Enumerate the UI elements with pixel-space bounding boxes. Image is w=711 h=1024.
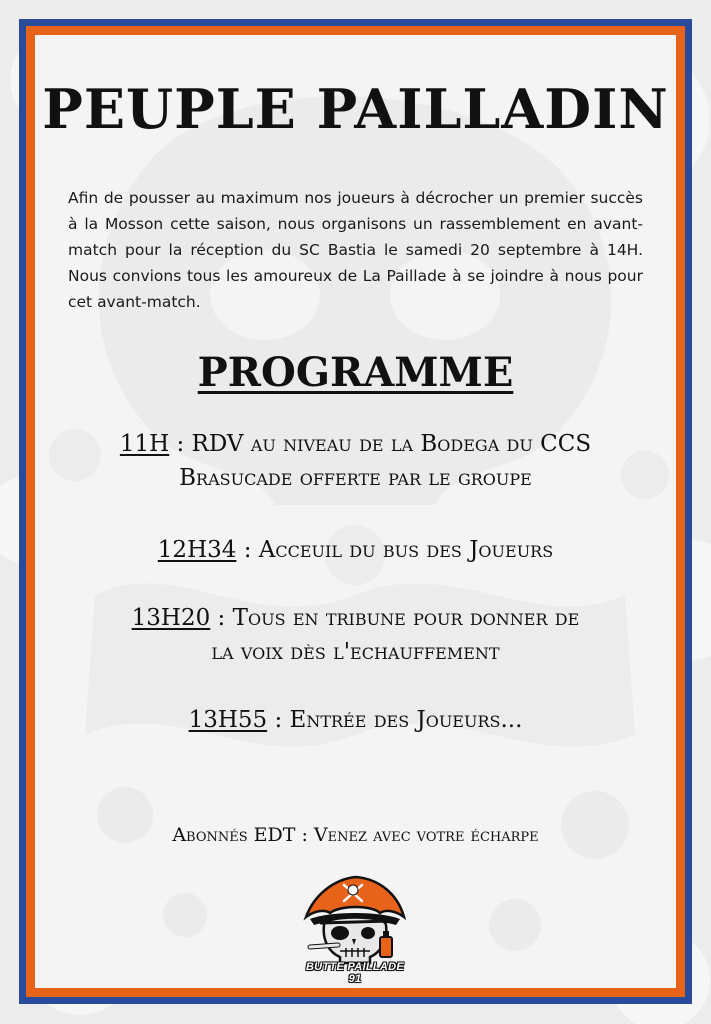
poster-title: PEUPLE PAILLADIN — [42, 77, 669, 141]
poster-panel — [35, 35, 676, 988]
schedule-text-line2: Brasucade offerte par le groupe — [179, 465, 532, 491]
schedule-text: : Tous en tribune pour donner de — [210, 605, 580, 631]
group-logo — [300, 871, 410, 983]
schedule-time: 13H55 — [188, 707, 268, 733]
schedule-item-4 — [45, 703, 666, 737]
programme-heading — [35, 347, 676, 399]
schedule-item-1 — [45, 427, 666, 495]
schedule-item-2 — [45, 533, 666, 567]
schedule-time: 13H20 — [131, 605, 211, 631]
pirate-skull-icon — [300, 871, 410, 967]
poster-content — [35, 35, 676, 988]
schedule-text: : Entrée des Joueurs... — [267, 707, 523, 733]
logo-caption: BUTTE PAILLADE 91 — [305, 961, 405, 985]
footer-note: Abonnés EDT : Venez avec votre écharpe — [172, 824, 539, 846]
schedule-time: 11H — [119, 431, 170, 457]
schedule-text: : RDV au niveau de la Bodega du CCS — [169, 431, 592, 457]
schedule-text-line2: la voix dès l'echauffement — [211, 639, 500, 665]
schedule-item-3 — [45, 601, 666, 669]
schedule-text: : Acceuil du bus des Joueurs — [236, 537, 554, 563]
programme-heading-text: PROGRAMME — [197, 349, 514, 396]
intro-paragraph: Afin de pousser au maximum nos joueurs à décrocher un premier succès à la Mosson cette saison, nous organisons un rassemblement en avant-match pour la réception du SC Bastia le samedi 20 septembre à 14H. Nous convions tous les amoureux de La Paillade à se joindre à nous pour cet avant-match. — [68, 189, 643, 311]
schedule-time: 12H34 — [157, 537, 237, 563]
